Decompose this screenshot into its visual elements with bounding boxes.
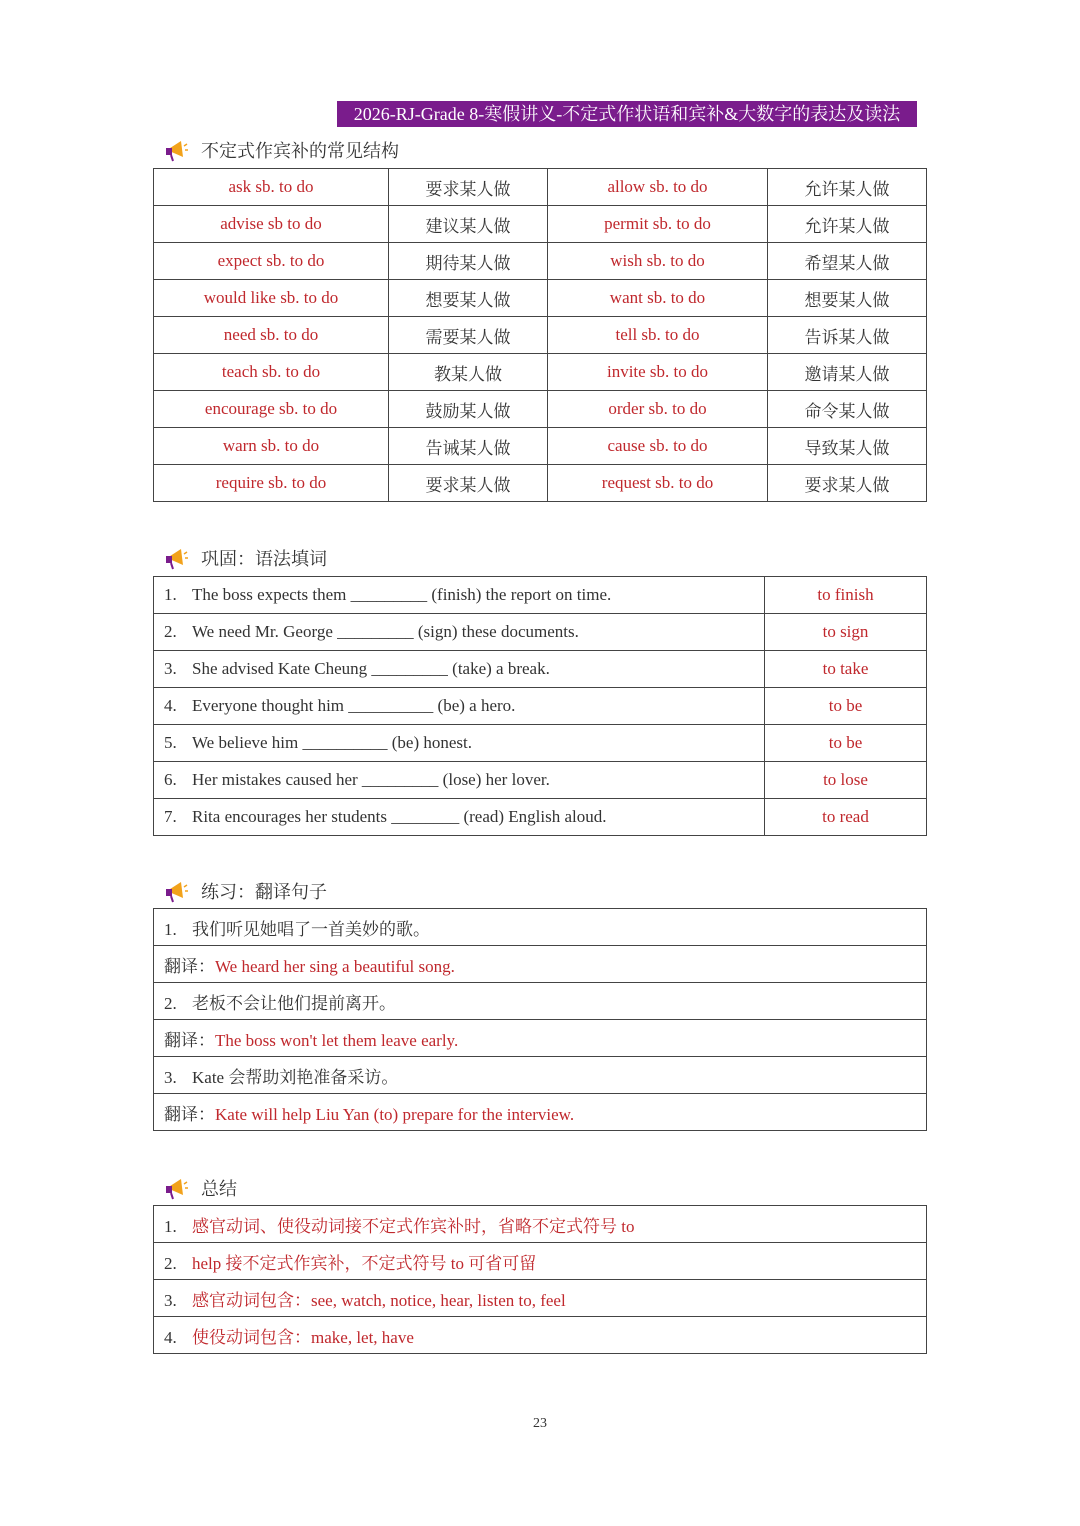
section-title-label: 巩固：语法填词 [201, 549, 327, 569]
exercise-answer: to take [765, 651, 927, 688]
answer-text: The boss won't let them leave early. [215, 1030, 459, 1050]
structure-phrase: warn sb. to do [154, 428, 389, 465]
structure-meaning: 允许某人做 [768, 206, 927, 243]
structure-phrase: teach sb. to do [154, 354, 389, 391]
structure-row [154, 280, 927, 317]
exercise-row [154, 577, 927, 614]
section-title-translation [163, 878, 327, 904]
structure-row [154, 354, 927, 391]
structure-phrase: invite sb. to do [548, 354, 768, 391]
translation-answer [154, 1094, 927, 1131]
exercise-question [154, 614, 765, 651]
structure-meaning: 需要某人做 [389, 317, 548, 354]
structure-phrase: advise sb to do [154, 206, 389, 243]
structure-row [154, 317, 927, 354]
section-title-summary [163, 1175, 237, 1201]
item-number: 6. [164, 770, 177, 789]
translation-prompt [154, 1057, 927, 1094]
section-title-label: 练习：翻译句子 [201, 882, 327, 902]
question-text: The boss expects them _________ (finish) the report on time. [192, 585, 612, 604]
grammar-table [153, 576, 927, 836]
structure-row [154, 206, 927, 243]
item-number: 2. [164, 1253, 177, 1273]
exercise-row [154, 799, 927, 836]
translation-answer-row [154, 1020, 927, 1057]
structure-phrase: wish sb. to do [548, 243, 768, 280]
megaphone-icon [163, 1175, 189, 1201]
structure-meaning: 教某人做 [389, 354, 548, 391]
translation-answer [154, 1020, 927, 1057]
prompt-text: 老板不会让他们提前离开。 [192, 993, 396, 1013]
translation-label: 翻译： [164, 1104, 215, 1124]
summary-text: 感官动词包含：see, watch, notice, hear, listen to, feel [192, 1290, 566, 1310]
item-number: 7. [164, 807, 177, 826]
structure-phrase: tell sb. to do [548, 317, 768, 354]
summary-item [154, 1243, 927, 1280]
structure-meaning: 导致某人做 [768, 428, 927, 465]
summary-item [154, 1280, 927, 1317]
structure-meaning: 鼓励某人做 [389, 391, 548, 428]
prompt-text: Kate 会帮助刘艳准备采访。 [192, 1067, 399, 1087]
section-title-label: 不定式作宾补的常见结构 [201, 141, 399, 161]
question-text: She advised Kate Cheung _________ (take) a break. [192, 659, 550, 678]
exercise-answer: to be [765, 688, 927, 725]
exercise-question [154, 651, 765, 688]
header-banner: 2026-RJ-Grade 8-寒假讲义-不定式作状语和宾补&大数字的表达及读法 [337, 101, 917, 127]
translation-prompt-row [154, 983, 927, 1020]
section-title-grammar [163, 545, 327, 571]
structure-phrase: encourage sb. to do [154, 391, 389, 428]
prompt-text: 我们听见她唱了一首美妙的歌。 [192, 919, 430, 939]
structure-meaning: 要求某人做 [768, 465, 927, 502]
structure-phrase: require sb. to do [154, 465, 389, 502]
structure-meaning: 建议某人做 [389, 206, 548, 243]
item-number: 1. [164, 919, 177, 939]
exercise-row [154, 614, 927, 651]
structure-row [154, 243, 927, 280]
item-number: 2. [164, 993, 177, 1013]
structure-meaning: 告诉某人做 [768, 317, 927, 354]
translation-prompt-row [154, 909, 927, 946]
item-number: 3. [164, 1067, 177, 1087]
item-number: 5. [164, 733, 177, 752]
summary-text: 感官动词、使役动词接不定式作宾补时，省略不定式符号 to [192, 1216, 635, 1236]
structure-meaning: 想要某人做 [768, 280, 927, 317]
structure-phrase: ask sb. to do [154, 169, 389, 206]
item-number: 2. [164, 622, 177, 641]
translation-prompt [154, 909, 927, 946]
structures-table [153, 168, 927, 502]
summary-row [154, 1206, 927, 1243]
question-text: Her mistakes caused her _________ (lose) her lover. [192, 770, 550, 789]
item-number: 4. [164, 696, 177, 715]
item-number: 3. [164, 659, 177, 678]
structure-meaning: 邀请某人做 [768, 354, 927, 391]
structure-phrase: allow sb. to do [548, 169, 768, 206]
item-number: 4. [164, 1327, 177, 1347]
question-text: Rita encourages her students ________ (read) English aloud. [192, 807, 607, 826]
question-text: We believe him __________ (be) honest. [192, 733, 473, 752]
structure-meaning: 允许某人做 [768, 169, 927, 206]
structure-phrase: would like sb. to do [154, 280, 389, 317]
exercise-question [154, 799, 765, 836]
exercise-question [154, 725, 765, 762]
exercise-row [154, 688, 927, 725]
exercise-question [154, 762, 765, 799]
question-text: We need Mr. George _________ (sign) these documents. [192, 622, 579, 641]
translation-prompt-row [154, 1057, 927, 1094]
structure-row [154, 391, 927, 428]
exercise-row [154, 725, 927, 762]
translation-prompt [154, 983, 927, 1020]
structure-phrase: want sb. to do [548, 280, 768, 317]
page-number: 23 [533, 1416, 547, 1431]
structure-meaning: 期待某人做 [389, 243, 548, 280]
translation-answer [154, 946, 927, 983]
structure-row [154, 465, 927, 502]
structure-row [154, 428, 927, 465]
exercise-question [154, 577, 765, 614]
answer-text: Kate will help Liu Yan (to) prepare for the interview. [215, 1104, 575, 1124]
exercise-row [154, 651, 927, 688]
summary-text: help 接不定式作宾补，不定式符号 to 可省可留 [192, 1253, 537, 1273]
section-title-label: 总结 [201, 1179, 237, 1199]
section-title-structures [163, 137, 399, 163]
structure-phrase: expect sb. to do [154, 243, 389, 280]
megaphone-icon [163, 878, 189, 904]
structure-meaning: 要求某人做 [389, 465, 548, 502]
structure-row [154, 169, 927, 206]
exercise-question [154, 688, 765, 725]
item-number: 1. [164, 585, 177, 604]
exercise-answer: to be [765, 725, 927, 762]
summary-item [154, 1206, 927, 1243]
megaphone-icon [163, 545, 189, 571]
structure-phrase: need sb. to do [154, 317, 389, 354]
exercise-row [154, 762, 927, 799]
question-text: Everyone thought him __________ (be) a hero. [192, 696, 516, 715]
summary-item [154, 1317, 927, 1354]
summary-text: 使役动词包含：make, let, have [192, 1327, 414, 1347]
exercise-answer: to finish [765, 577, 927, 614]
structure-meaning: 命令某人做 [768, 391, 927, 428]
structure-phrase: permit sb. to do [548, 206, 768, 243]
structure-meaning: 告诫某人做 [389, 428, 548, 465]
structure-meaning: 希望某人做 [768, 243, 927, 280]
summary-row [154, 1317, 927, 1354]
translation-label: 翻译： [164, 956, 215, 976]
translation-answer-row [154, 946, 927, 983]
exercise-answer: to lose [765, 762, 927, 799]
translation-table [153, 908, 927, 1131]
item-number: 1. [164, 1216, 177, 1236]
structure-meaning: 想要某人做 [389, 280, 548, 317]
structure-phrase: request sb. to do [548, 465, 768, 502]
structure-phrase: cause sb. to do [548, 428, 768, 465]
summary-row [154, 1280, 927, 1317]
summary-table [153, 1205, 927, 1354]
structure-meaning: 要求某人做 [389, 169, 548, 206]
item-number: 3. [164, 1290, 177, 1310]
translation-answer-row [154, 1094, 927, 1131]
structure-phrase: order sb. to do [548, 391, 768, 428]
megaphone-icon [163, 137, 189, 163]
exercise-answer: to sign [765, 614, 927, 651]
answer-text: We heard her sing a beautiful song. [215, 956, 455, 976]
summary-row [154, 1243, 927, 1280]
exercise-answer: to read [765, 799, 927, 836]
translation-label: 翻译： [164, 1030, 215, 1050]
